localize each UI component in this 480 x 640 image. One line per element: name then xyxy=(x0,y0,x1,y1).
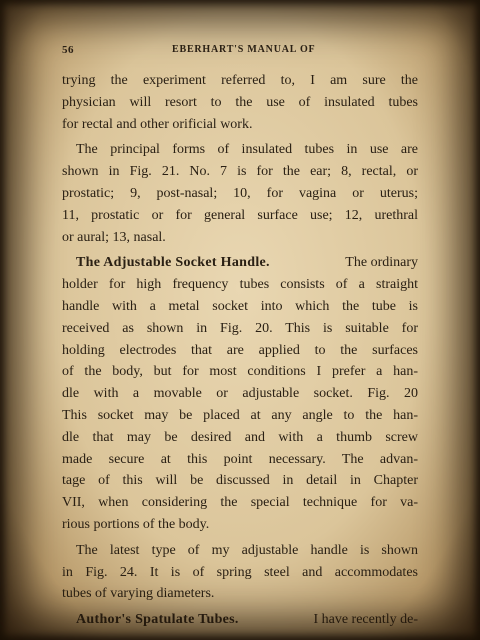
body-text xyxy=(62,70,418,631)
section-heading: The Adjustable Socket Handle. xyxy=(76,255,270,271)
text-line: made secure at this point necessary. The advan- xyxy=(62,451,418,467)
text-line: VII, when considering the special technique for va- xyxy=(62,495,418,511)
heading-line xyxy=(62,252,418,274)
text-line: holder for high frequency tubes consists of a straight xyxy=(62,277,418,293)
paragraph xyxy=(62,540,418,605)
heading-line xyxy=(62,609,418,631)
page-header xyxy=(62,44,418,62)
section-heading: Author's Spatulate Tubes. xyxy=(76,612,239,628)
text-line: The principal forms of insulated tubes in use are xyxy=(76,142,418,158)
page-number: 56 xyxy=(62,44,74,56)
paragraph xyxy=(62,139,418,248)
text-line: tage of this will be discussed in detail in Chapter xyxy=(62,473,418,489)
text-line: shown in Fig. 21. No. 7 is for the ear; 8, rectal, or xyxy=(62,164,418,180)
text-line: 11, prostatic or for general surface use; 12, urethral xyxy=(62,207,418,223)
text-line: holding electrodes that are applied to the surfaces xyxy=(62,342,418,358)
paragraph xyxy=(62,70,418,135)
text-line: rious portions of the body. xyxy=(62,516,210,532)
heading-line-rest: I have recently de- xyxy=(313,612,418,628)
running-head: EBERHART'S MANUAL OF xyxy=(172,44,316,55)
heading-line-rest: The ordinary xyxy=(345,255,418,271)
text-line: of the body, but for most conditions I prefer a han- xyxy=(62,364,418,380)
paragraph xyxy=(62,252,418,535)
text-line: tubes of varying diameters. xyxy=(62,586,215,602)
text-line: in Fig. 24. It is of spring steel and accommodates xyxy=(62,564,418,580)
text-line: dle that may be desired and with a thumb screw xyxy=(62,429,418,445)
text-line: This socket may be placed at any angle to the han- xyxy=(62,407,418,423)
text-line: dle with a movable or adjustable socket. Fig. 20 xyxy=(62,386,418,402)
text-line: for rectal and other orificial work. xyxy=(62,116,253,132)
text-line: physician will resort to the use of insulated tubes xyxy=(62,94,418,110)
text-line: or aural; 13, nasal. xyxy=(62,229,166,245)
paragraph xyxy=(62,609,418,631)
text-line: The latest type of my adjustable handle is shown xyxy=(76,542,418,558)
text-line: received as shown in Fig. 20. This is suitable for xyxy=(62,320,418,336)
text-line: trying the experiment referred to, I am sure the xyxy=(62,73,418,88)
text-line: handle with a metal socket into which the tube is xyxy=(62,298,418,314)
text-line: prostatic; 9, post-nasal; 10, for vagina or uterus; xyxy=(62,185,418,201)
